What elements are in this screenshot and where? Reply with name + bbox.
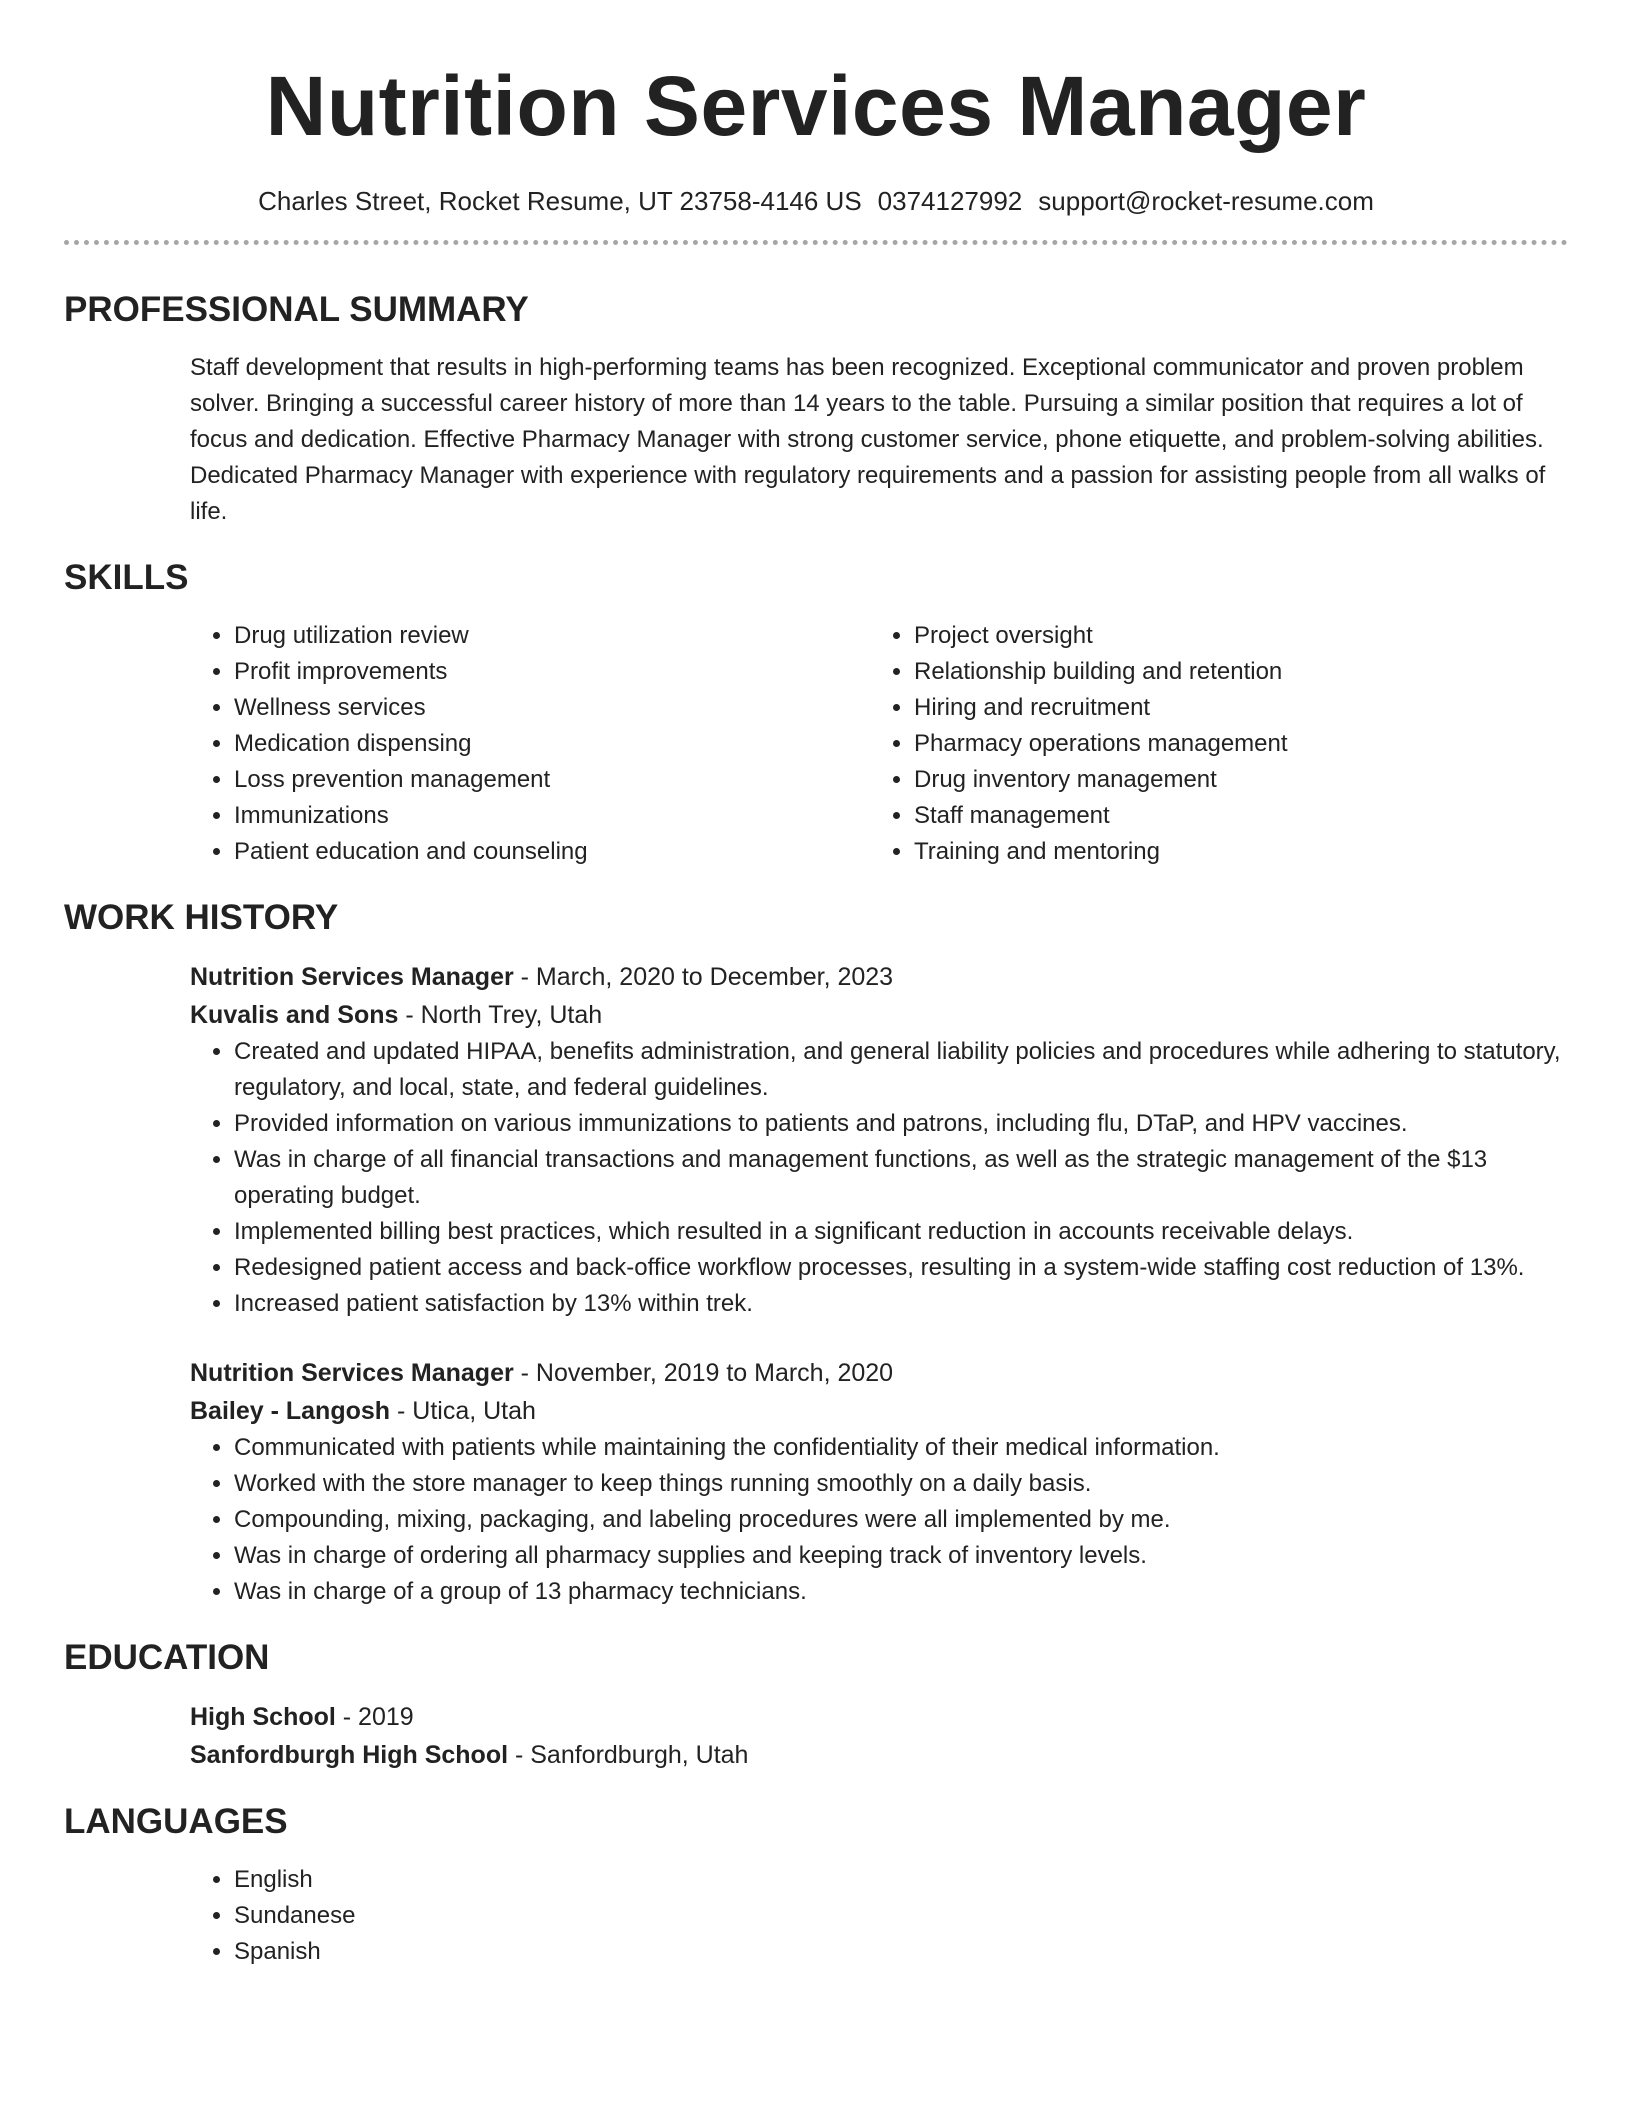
job-title-line xyxy=(190,1354,1568,1392)
job-title-line xyxy=(190,958,1568,996)
skill-item: • Project oversight xyxy=(914,618,1550,654)
job-bullet: • Redesigned patient access and back-office workflow processes, resulting in a system-wide staffing cost reduction of 13%. xyxy=(234,1250,1568,1286)
skill-item: • Medication dispensing xyxy=(234,726,870,762)
job-bullet: • Communicated with patients while maintaining the confidentiality of their medical information. xyxy=(234,1430,1568,1466)
skill-item: • Immunizations xyxy=(234,798,870,834)
education-degree-line xyxy=(190,1698,1568,1736)
job-bullet-list xyxy=(190,1430,1568,1610)
job-bullet: • Was in charge of ordering all pharmacy supplies and keeping track of inventory levels. xyxy=(234,1538,1568,1574)
job-company-line xyxy=(190,1392,1568,1430)
job-entry xyxy=(190,958,1568,1322)
skills-list-left xyxy=(190,618,870,870)
summary-heading: PROFESSIONAL SUMMARY xyxy=(64,290,529,329)
education-entry xyxy=(190,1698,1568,1774)
contact-line xyxy=(64,184,1568,218)
job-entry xyxy=(190,1354,1568,1610)
job-company-line xyxy=(190,996,1568,1034)
job-bullet: • Was in charge of a group of 13 pharmacy technicians. xyxy=(234,1574,1568,1610)
skills-list-right xyxy=(870,618,1550,870)
skill-item: • Wellness services xyxy=(234,690,870,726)
job-bullet-list xyxy=(190,1034,1568,1322)
skills-column-left xyxy=(190,618,870,870)
language-item: • English xyxy=(234,1862,1568,1898)
job-dates: - March, 2020 to December, 2023 xyxy=(513,963,894,991)
skill-item: • Drug inventory management xyxy=(914,762,1550,798)
skills-column-right xyxy=(870,618,1550,870)
job-bullet: • Worked with the store manager to keep things running smoothly on a daily basis. xyxy=(234,1466,1568,1502)
job-dates: - November, 2019 to March, 2020 xyxy=(513,1359,894,1387)
job-bullet: • Implemented billing best practices, which resulted in a significant reduction in accounts receivable delays. xyxy=(234,1214,1568,1250)
job-company: Bailey - Langosh xyxy=(190,1397,391,1425)
education-section xyxy=(64,1636,1568,1774)
skill-item: • Training and mentoring xyxy=(914,834,1550,870)
languages-section xyxy=(64,1800,1568,1970)
education-school-line xyxy=(190,1736,1568,1774)
summary-text: Staff development that results in high-performing teams has been recognized. Exceptional communicator and proven problem solver. Bringing a successful career history of more than 14 years to the table. Pursuing a similar position that requires a lot of focus and dedication. Effective Pharmacy Manager with strong customer service, phone etiquette, and problem-solving abilities. Dedicated Pharmacy Manager with experience with regulatory requirements and a passion for assisting people from all walks of life. xyxy=(190,354,1546,525)
job-bullet: • Compounding, mixing, packaging, and labeling procedures were all implemented by me. xyxy=(234,1502,1568,1538)
skill-item: • Pharmacy operations management xyxy=(914,726,1550,762)
education-heading: EDUCATION xyxy=(64,1638,270,1677)
skills-grid xyxy=(190,618,1568,870)
languages-body xyxy=(190,1862,1568,1970)
header-divider xyxy=(64,240,1568,245)
job-role: Nutrition Services Manager xyxy=(190,963,514,991)
education-school: Sanfordburgh High School xyxy=(190,1741,509,1769)
skill-item: • Hiring and recruitment xyxy=(914,690,1550,726)
languages-list xyxy=(190,1862,1568,1970)
job-bullet: • Created and updated HIPAA, benefits administration, and general liability policies and procedures while adhering to statutory, regulatory, and local, state, and federal guidelines. xyxy=(234,1034,1568,1106)
skill-item: • Staff management xyxy=(914,798,1550,834)
skill-item: • Patient education and counseling xyxy=(234,834,870,870)
job-location: - Utica, Utah xyxy=(390,1397,536,1425)
languages-heading: LANGUAGES xyxy=(64,1802,288,1841)
contact-email: support@rocket-resume.com xyxy=(1038,186,1374,216)
skill-item: • Drug utilization review xyxy=(234,618,870,654)
job-company: Kuvalis and Sons xyxy=(190,1001,399,1029)
contact-address: Charles Street, Rocket Resume, UT 23758-4146 US xyxy=(258,186,862,216)
summary-section xyxy=(64,288,1568,530)
job-location: - North Trey, Utah xyxy=(398,1001,603,1029)
education-degree: High School xyxy=(190,1703,336,1731)
job-bullet: • Increased patient satisfaction by 13% within trek. xyxy=(234,1286,1568,1322)
language-item: • Sundanese xyxy=(234,1898,1568,1934)
education-year: - 2019 xyxy=(335,1703,414,1731)
skills-heading: SKILLS xyxy=(64,558,189,597)
skill-item: • Relationship building and retention xyxy=(914,654,1550,690)
skill-item: • Profit improvements xyxy=(234,654,870,690)
job-role: Nutrition Services Manager xyxy=(190,1359,514,1387)
skill-item: • Loss prevention management xyxy=(234,762,870,798)
education-location: - Sanfordburgh, Utah xyxy=(508,1741,749,1769)
job-bullet: • Was in charge of all financial transactions and management functions, as well as the strategic management of the $13 operating budget. xyxy=(234,1142,1568,1214)
language-item: • Spanish xyxy=(234,1934,1568,1970)
resume-name: Nutrition Services Manager xyxy=(265,59,1367,153)
job-bullet: • Provided information on various immunizations to patients and patrons, including flu, DTaP, and HPV vaccines. xyxy=(234,1106,1568,1142)
work-section xyxy=(64,896,1568,1610)
work-heading: WORK HISTORY xyxy=(64,898,339,937)
contact-phone: 0374127992 xyxy=(877,186,1023,216)
skills-section xyxy=(64,556,1568,870)
